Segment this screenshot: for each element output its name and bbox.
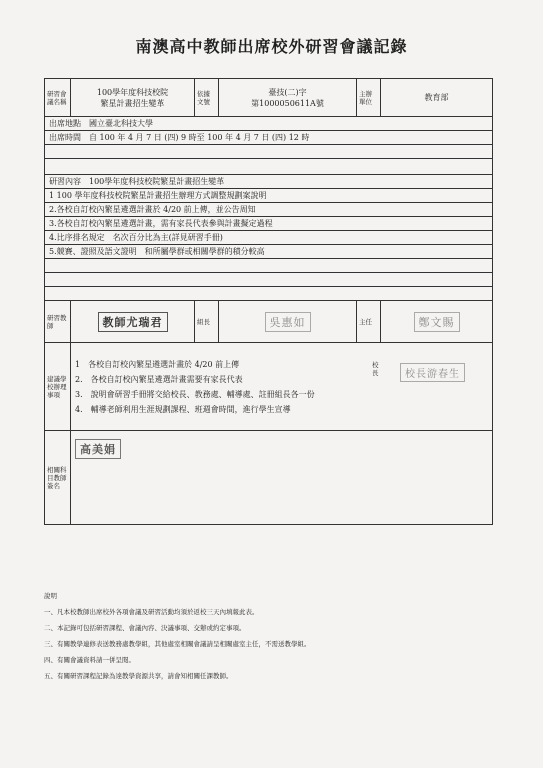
meeting-name-line2: 繁星計畫招生變革 — [100, 98, 165, 108]
suggestion-item-4: 4. 輔導老師利用生涯規劃課程、班週會時間，進行學生宣導 — [75, 404, 291, 414]
document-number-line2: 第1000050611A號 — [251, 98, 324, 108]
host-unit-value: 教育部 — [381, 79, 493, 117]
blank-row — [45, 259, 493, 273]
note-item-2: 二、本記錄可包括研習課程、會議內容、決議事項、交辦或約定事項。 — [44, 624, 246, 632]
meeting-name-label: 研習會議名稱 — [45, 79, 71, 117]
document-number-label: 依據文號 — [195, 79, 219, 117]
group-leader-stamp: 吳惠如 — [265, 312, 311, 332]
blank-row — [45, 159, 493, 175]
meeting-record-form — [44, 78, 493, 525]
teacher-stamp: 教師尤瑞君 — [98, 312, 168, 332]
blank-row — [45, 273, 493, 287]
content-item-3: 3.各校自訂校內繁星遴選計畫，需有家長代表參與計畫擬定過程 — [45, 217, 493, 231]
suggestions-label: 建議學校辦理事項 — [45, 343, 71, 431]
blank-row — [45, 145, 493, 159]
notes-title: 說明 — [44, 592, 57, 600]
principal-stamp: 校長游春生 — [400, 363, 465, 382]
meeting-name-value — [71, 79, 195, 117]
content-item-5: 5.競賽、證照及語文證明 和所屬學群或相關學群的積分較高 — [45, 245, 493, 259]
content-heading: 研習內容 100學年度科技校院繁星計畫招生變革 — [45, 175, 493, 189]
suggestions-list — [71, 343, 493, 431]
principal-label: 校長 — [372, 361, 379, 377]
group-leader-label: 組長 — [195, 301, 219, 343]
suggestion-item-2: 2. 各校自訂校內繁星遴選計畫需要有家長代表 — [75, 374, 243, 384]
content-item-4: 4.比序排名規定 名次百分比為主(詳見研習手冊) — [45, 231, 493, 245]
related-teachers-signatures — [71, 431, 493, 525]
group-leader-signature — [219, 301, 357, 343]
director-label: 主任 — [357, 301, 381, 343]
note-item-1: 一、凡本校教師出席校外各項會議及研習活動均須於返校三天內填報此表。 — [44, 608, 259, 616]
content-item-2: 2.各校自訂校內繁星遴選計畫於 4/20 前上傳，並公告周知 — [45, 203, 493, 217]
notes-section — [44, 588, 504, 684]
director-stamp: 鄭文賜 — [414, 312, 460, 332]
teacher-label: 研習教師 — [45, 301, 71, 343]
host-unit-label: 主辦單位 — [357, 79, 381, 117]
page-title: 南澳高中教師出席校外研習會議記錄 — [135, 37, 408, 56]
director-signature — [381, 301, 493, 343]
note-item-5: 五、有關研習課程記錄為達教學資源共享，請會知相關任課教師。 — [44, 672, 233, 680]
related-teacher-stamp: 高美娟 — [75, 439, 121, 459]
document-number-value — [219, 79, 357, 117]
teacher-signature — [71, 301, 195, 343]
note-item-3: 三、有關教學連修表送教務處教學組，其他處室相關會議請呈相關處室主任，不需送教學組。 — [44, 640, 311, 648]
location-line: 出席地點 國立臺北科技大學 — [45, 117, 493, 131]
document-number-line1: 臺技(二)字 — [268, 87, 307, 97]
suggestion-item-1: 1 各校自訂校內繁星遴選計畫於 4/20 前上傳 — [75, 359, 240, 369]
related-teachers-label: 相關科目教師簽名 — [45, 431, 71, 525]
time-line: 出席時間 自 100 年 4 月 7 日 (四) 9 時至 100 年 4 月 7 日 (四) 12 時 — [45, 131, 493, 145]
principal-signature — [400, 362, 465, 382]
note-item-4: 四、有關會議資料請一併呈閱。 — [44, 656, 135, 664]
blank-row — [45, 287, 493, 301]
meeting-name-line1: 100學年度科技校院 — [96, 87, 169, 97]
suggestion-item-3: 3. 說明會研習手冊將交給校長、教務處、輔導處、註冊組長各一份 — [75, 389, 315, 399]
content-item-1: 1 100 學年度科技校院繁星計畫招生辦理方式調整規劃案說明 — [45, 189, 493, 203]
